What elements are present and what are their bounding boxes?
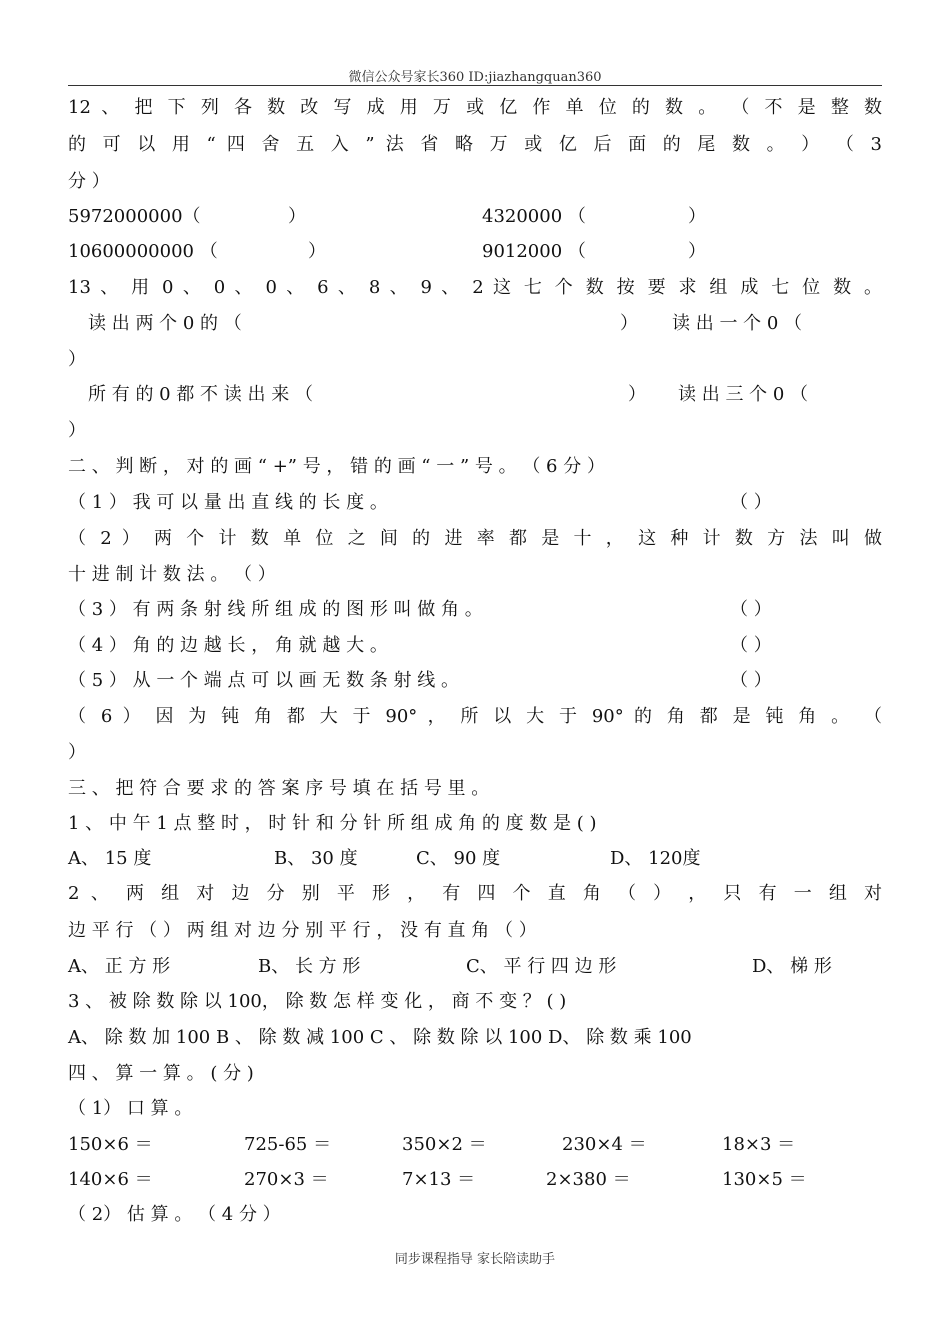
mc-question-2-options [68, 955, 882, 979]
mc2-option-c: C、 平 行 四 边 形 [466, 956, 617, 977]
q12-line1: 12 、 把 下 列 各 数 改 写 成 用 万 或 亿 作 单 位 的 数 。 （ 不 是 整 数 [68, 97, 882, 118]
judge-item-2-line1: （ 2 ） 两 个 计 数 单 位 之 间 的 进 率 都 是 十 ， 这 种 计 数 方 法 叫 做 [68, 528, 882, 549]
mc1-option-c: C、 90 度 [416, 848, 501, 869]
judge-item-4 [68, 634, 882, 658]
section3-title: 三 、 把 符 合 要 求 的 答 案 序 号 填 在 括 号 里 。 [68, 778, 490, 799]
calc-r1-c5: 18×3 ＝ [722, 1134, 796, 1155]
q12-row-2 [68, 240, 882, 264]
mc1-option-a: A、 15 度 [68, 848, 152, 869]
estimate-heading: （ 2） 估 算 。 （ 4 分 ） [68, 1204, 281, 1225]
q13-close-a: ） [620, 313, 638, 334]
q13-close-d: ） [68, 420, 86, 441]
calc-r1-c4: 230×4 ＝ [562, 1134, 647, 1155]
judge-item-3 [68, 598, 882, 622]
q12-item-2-close: ） [688, 206, 706, 227]
page-header: 微信公众号家长360 ID:jiazhangquan360 [348, 70, 602, 85]
calc-r1-c1: 150×6 ＝ [68, 1134, 153, 1155]
judge-item-6-line2: ） [68, 742, 86, 763]
header-rule [68, 85, 882, 86]
page-footer: 同步课程指导 家长陪读助手 [394, 1252, 556, 1267]
mc2-option-a: A、 正 方 形 [68, 956, 171, 977]
q12-row-1 [68, 205, 882, 229]
q13-line1: 13 、 用 0 、 0 、 0 、 6 、 8 、 9 、 2 这 七 个 数 按 要 求 组 成 七 位 数 。 [68, 277, 882, 298]
mc1-option-b: B、 30 度 [274, 848, 358, 869]
q13-line2 [68, 312, 882, 336]
q12-line2: 的 可 以 用 “ 四 舍 五 入 ” 法 省 略 万 或 亿 后 面 的 尾 数 。 ） （ 3 [68, 134, 882, 155]
calc-r1-c2: 725-65 ＝ [244, 1134, 332, 1155]
q12-item-2: 4320000 （ [482, 206, 586, 227]
judge-item-4-text: （ 4 ） 角 的 边 越 长 ， 角 就 越 大 。 [68, 635, 388, 656]
judge-item-5-text: （ 5 ） 从 一 个 端 点 可 以 画 无 数 条 射 线 。 [68, 670, 459, 691]
section4-title: 四 、 算 一 算 。 ( 分 ) [68, 1063, 254, 1084]
calc-r2-c4: 2×380 ＝ [546, 1169, 631, 1190]
mc-question-1: 1 、 中 午 1 点 整 时 ， 时 针 和 分 针 所 组 成 角 的 度 数 是 ( ) [68, 813, 597, 834]
q13-close-b: ） [68, 349, 86, 370]
q13-no-zero: 所 有 的 0 都 不 读 出 来 （ [88, 384, 313, 405]
q13-read-three-zero: 读 出 三 个 0 （ [678, 384, 809, 405]
judge-item-5 [68, 669, 882, 693]
judge-item-3-paren: （ ） [730, 599, 772, 620]
calc-r2-c2: 270×3 ＝ [244, 1169, 329, 1190]
mc-question-2-line1: 2 、 两 组 对 边 分 别 平 形 ， 有 四 个 直 角 （ ） ， 只 有 一 组 对 [68, 883, 882, 904]
oral-calc-row-1 [68, 1133, 882, 1157]
q13-read-two-zero: 读 出 两 个 0 的 （ [88, 313, 242, 334]
q12-line3: 分 ） [68, 171, 110, 192]
q13-close-c: ） [628, 384, 646, 405]
judge-item-1-paren: （ ） [730, 492, 772, 513]
oral-calc-row-2 [68, 1168, 882, 1192]
judge-item-3-text: （ 3 ） 有 两 条 射 线 所 组 成 的 图 形 叫 做 角 。 [68, 599, 483, 620]
mc-question-3-options: A、 除 数 加 100 B 、 除 数 减 100 C 、 除 数 除 以 100 D、 除 数 乘 100 [68, 1027, 692, 1048]
judge-item-1 [68, 491, 882, 515]
mc-question-2-line2: 边 平 行 （ ） 两 组 对 边 分 别 平 行 ， 没 有 直 角 （ ） [68, 920, 537, 941]
judge-item-6-line1: （ 6 ） 因 为 钝 角 都 大 于 90° ， 所 以 大 于 90° 的 角 都 是 钝 角 。 （ [68, 706, 882, 727]
calc-r2-c5: 130×5 ＝ [722, 1169, 807, 1190]
q12-item-4: 9012000 （ [482, 241, 586, 262]
mc1-option-d: D、 120度 [610, 848, 701, 869]
mc2-option-b: B、 长 方 形 [258, 956, 361, 977]
q13-line4 [68, 383, 882, 407]
q12-item-3-close: ） [308, 241, 326, 262]
calc-r2-c1: 140×6 ＝ [68, 1169, 153, 1190]
q12-item-4-close: ） [688, 241, 706, 262]
judge-item-2-line2: 十 进 制 计 数 法 。 （ ） [68, 564, 276, 585]
mc-question-1-options [68, 847, 882, 871]
section2-title: 二 、 判 断 ， 对 的 画 “ +” 号 ， 错 的 画 “ 一 ” 号 。 （ 6 分 ） [68, 456, 605, 477]
mc2-option-d: D、 梯 形 [752, 956, 832, 977]
oral-calc-heading: （ 1） 口 算 。 [68, 1098, 193, 1119]
judge-item-5-paren: （ ） [730, 670, 772, 691]
calc-r1-c3: 350×2 ＝ [402, 1134, 487, 1155]
judge-item-1-text: （ 1 ） 我 可 以 量 出 直 线 的 长 度 。 [68, 492, 388, 513]
q12-item-1-close: ） [288, 206, 306, 227]
judge-item-4-paren: （ ） [730, 635, 772, 656]
q13-read-one-zero: 读 出 一 个 0 （ [672, 313, 803, 334]
calc-r2-c3: 7×13 ＝ [402, 1169, 476, 1190]
mc-question-3: 3 、 被 除 数 除 以 100， 除 数 怎 样 变 化 ， 商 不 变 ？ ( ) [68, 991, 567, 1012]
q12-item-3: 10600000000 （ [68, 241, 218, 262]
q12-item-1: 5972000000（ [68, 206, 201, 227]
